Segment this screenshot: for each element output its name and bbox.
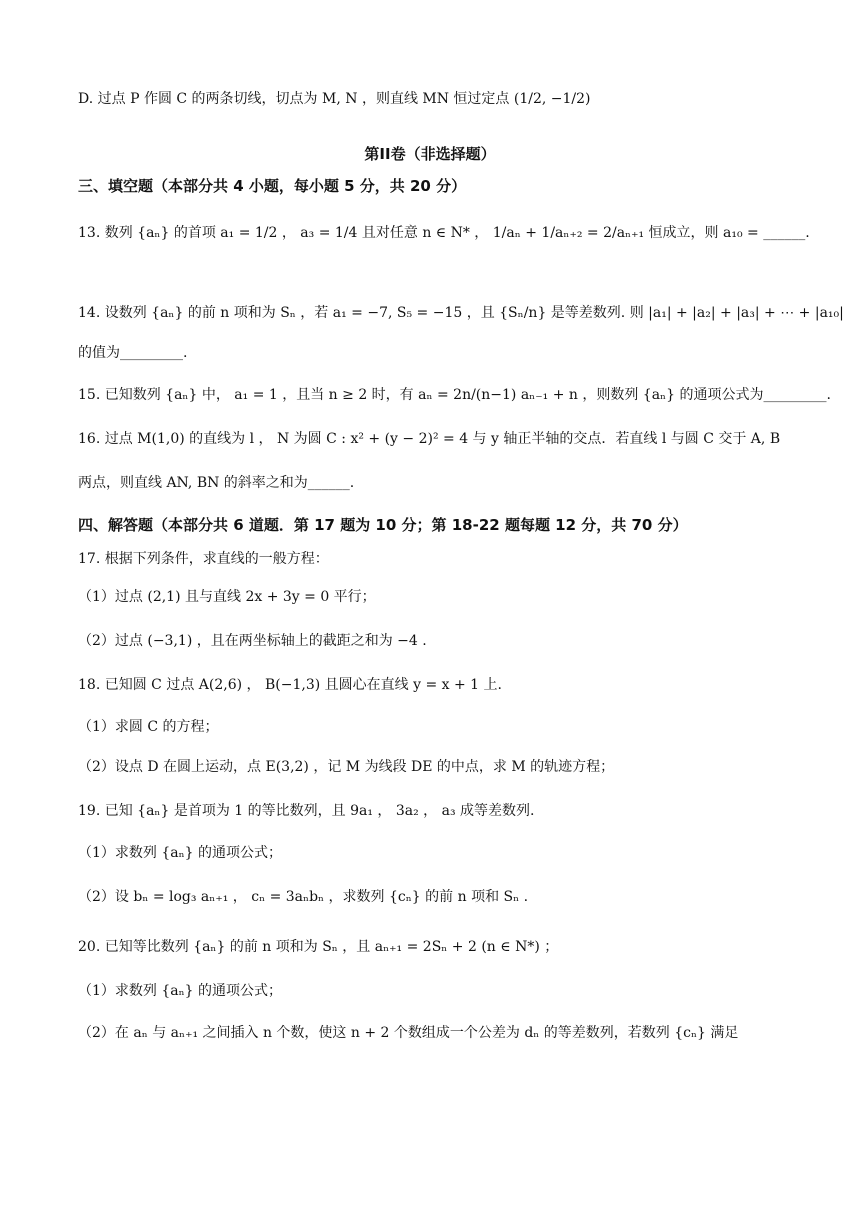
question-15: 15. 已知数列 {aₙ} 中， a₁ = 1 ，且当 n ≥ 2 时，有 aₙ = 2n/(n−1) aₙ₋₁ + n ，则数列 {aₙ} 的通项公式为_________. xyxy=(78,387,831,403)
question-19-part1: （1）求数列 {aₙ} 的通项公式； xyxy=(78,845,283,861)
option-d: D. 过点 P 作圆 C 的两条切线，切点为 M, N ，则直线 MN 恒过定点 (1/2, −1/2) xyxy=(78,91,591,107)
section-heading-fill-in: 三、填空题（本部分共 4 小题，每小题 5 分，共 20 分） xyxy=(78,177,467,195)
question-17: 17. 根据下列条件，求直线的一般方程： xyxy=(78,551,329,567)
section-heading-answers: 四、解答题（本部分共 6 道题．第 17 题为 10 分；第 18-22 题每题 12 分，共 70 分） xyxy=(78,516,688,534)
section-title-part2: 第II卷（非选择题） xyxy=(364,145,496,163)
question-14-cont: 的值为_________. xyxy=(78,345,188,361)
question-18-part1: （1）求圆 C 的方程； xyxy=(78,719,219,735)
question-20-part2: （2）在 aₙ 与 aₙ₊₁ 之间插入 n 个数，使这 n + 2 个数组成一个公差为 dₙ 的等差数列，若数列 {cₙ} 满足 xyxy=(78,1025,739,1041)
question-18-part2: （2）设点 D 在圆上运动，点 E(3,2) ，记 M 为线段 DE 的中点，求 M 的轨迹方程； xyxy=(78,759,615,775)
question-18: 18. 已知圆 C 过点 A(2,6) ， B(−1,3) 且圆心在直线 y = x + 1 上. xyxy=(78,677,502,693)
question-16: 16. 过点 M(1,0) 的直线为 l ， N 为圆 C : x² + (y − 2)² = 4 与 y 轴正半轴的交点．若直线 l 与圆 C 交于 A, B xyxy=(78,431,781,447)
question-14: 14. 设数列 {aₙ} 的前 n 项和为 Sₙ ，若 a₁ = −7, S₅ = −15 ，且 {Sₙ/n} 是等差数列. 则 |a₁| + |a₂| + |a₃| + ⋯ + |a₁₀| xyxy=(78,305,844,321)
question-16-cont: 两点，则直线 AN, BN 的斜率之和为______. xyxy=(78,475,355,491)
question-13: 13. 数列 {aₙ} 的首项 a₁ = 1/2 ， a₃ = 1/4 且对任意 n ∈ N* ， 1/aₙ + 1/aₙ₊₂ = 2/aₙ₊₁ 恒成立，则 a₁₀ = ______. xyxy=(78,225,810,241)
question-19: 19. 已知 {aₙ} 是首项为 1 的等比数列，且 9a₁ ， 3a₂ ， a₃ 成等差数列. xyxy=(78,803,535,819)
question-17-part1: （1）过点 (2,1) 且与直线 2x + 3y = 0 平行； xyxy=(78,589,376,605)
question-20-part1: （1）求数列 {aₙ} 的通项公式； xyxy=(78,983,283,999)
question-20: 20. 已知等比数列 {aₙ} 的前 n 项和为 Sₙ ，且 aₙ₊₁ = 2Sₙ + 2 (n ∈ N*) ； xyxy=(78,939,559,955)
question-19-part2: （2）设 bₙ = log₃ aₙ₊₁ ， cₙ = 3aₙbₙ ，求数列 {cₙ} 的前 n 项和 Sₙ . xyxy=(78,889,529,905)
question-17-part2: （2）过点 (−3,1) ，且在两坐标轴上的截距之和为 −4 . xyxy=(78,633,427,649)
